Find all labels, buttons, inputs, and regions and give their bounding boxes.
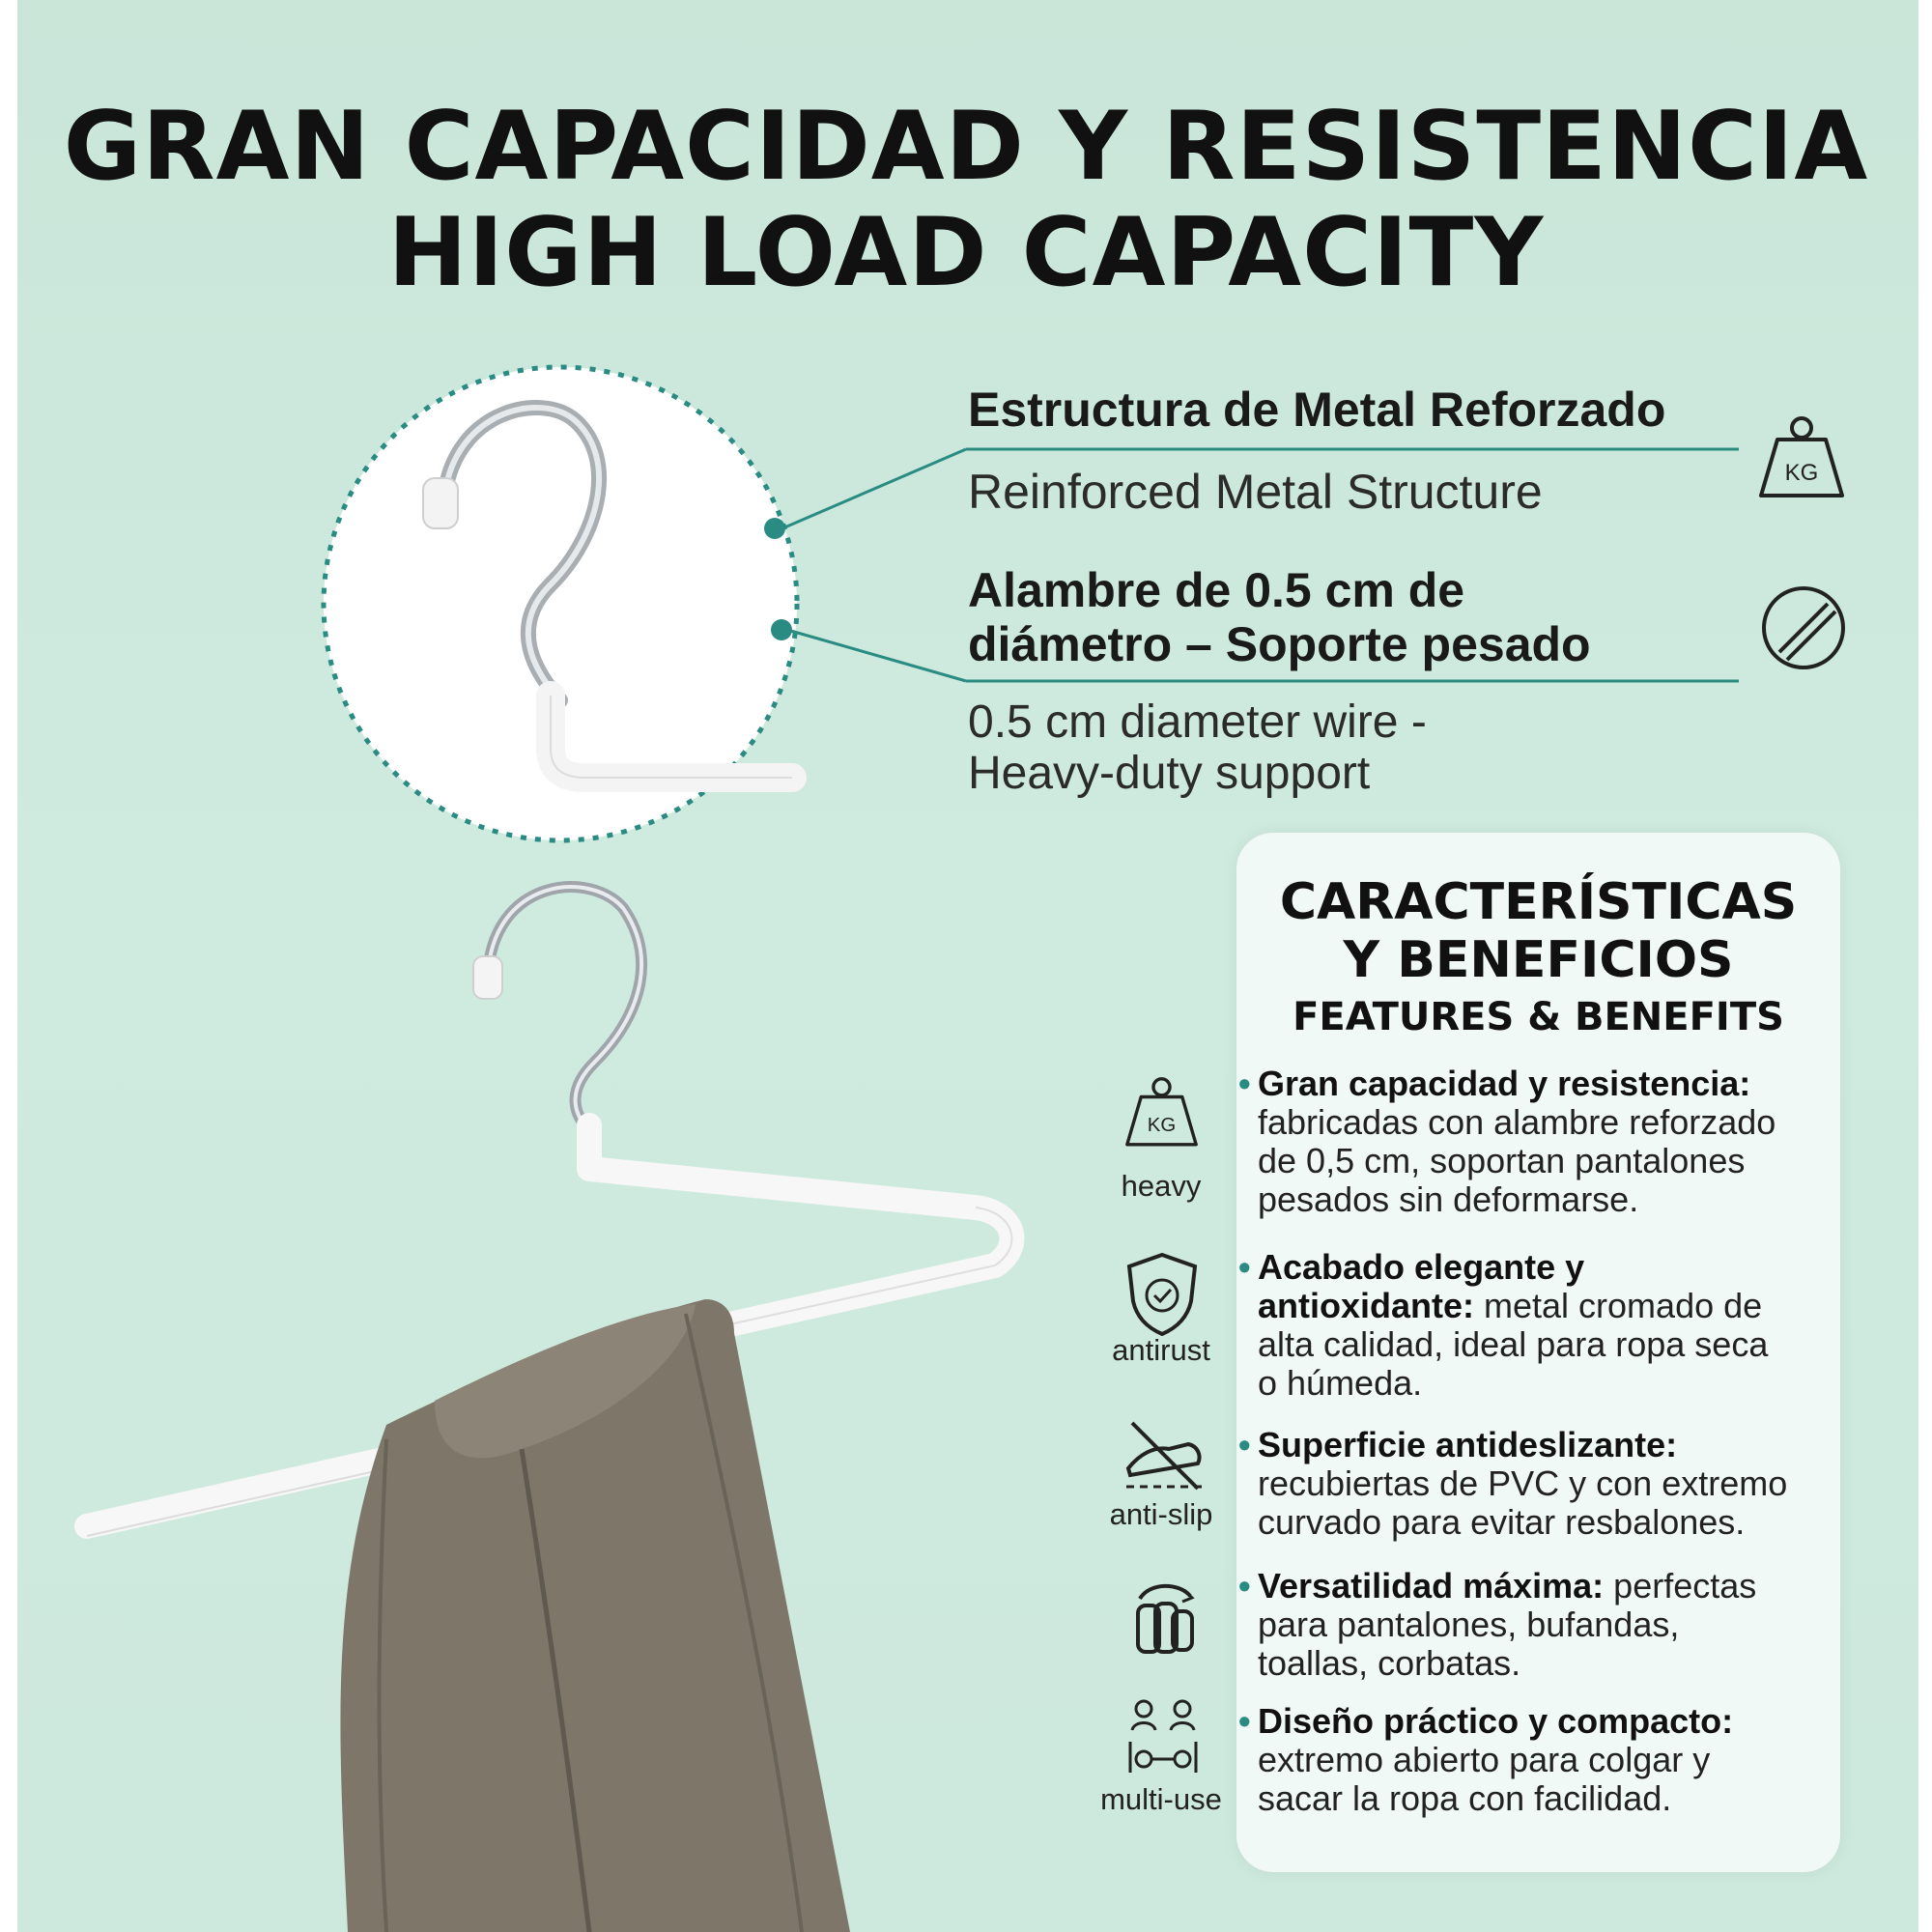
bullet-dot: • — [1238, 1247, 1251, 1287]
feature-item — [1238, 1064, 1828, 1219]
kg-label: KG — [1784, 460, 1819, 486]
side-label-heavy: heavy — [1121, 1169, 1202, 1203]
feature-text: recubiertas de PVC y con extremo — [1258, 1463, 1788, 1503]
feature-label: Gran capacidad y resistencia: — [1258, 1064, 1751, 1103]
feature-label: antioxidante: — [1258, 1286, 1475, 1325]
feature-text: fabricadas con alambre reforzado — [1258, 1102, 1776, 1142]
panel-heading-line2: Y BENEFICIOS — [1343, 931, 1734, 989]
feature-text: pesados sin deformarse. — [1258, 1179, 1639, 1219]
kg-label: KG — [1147, 1115, 1177, 1137]
feature-item — [1238, 1566, 1828, 1683]
feature-text: extremo abierto para colgar y — [1258, 1740, 1711, 1779]
callout-2-subtitle-line1: 0.5 cm diameter wire - — [968, 696, 1427, 748]
feature-label: Diseño práctico y compacto: — [1258, 1701, 1734, 1741]
features-panel — [1236, 833, 1840, 1872]
feature-item — [1238, 1247, 1828, 1403]
feature-text: alta calidad, ideal para ropa seca — [1258, 1324, 1769, 1364]
feature-label: Acabado elegante y — [1258, 1247, 1585, 1287]
feature-text: para pantalones, bufandas, — [1258, 1605, 1680, 1644]
side-label-antirust: antirust — [1112, 1333, 1210, 1367]
feature-label: Versatilidad máxima: — [1258, 1566, 1605, 1605]
multi-use-icon — [1122, 1695, 1205, 1777]
kg-weight-icon — [1121, 1072, 1203, 1154]
side-label-anti-slip: anti-slip — [1109, 1497, 1213, 1531]
feature-item — [1238, 1425, 1828, 1542]
hanger-with-trousers-illustration — [68, 860, 1063, 1932]
panel-subheading: FEATURES & BENEFITS — [1293, 995, 1784, 1039]
callout-1-title: Estructura de Metal Reforzado — [968, 383, 1666, 437]
feature-text: o húmeda. — [1258, 1363, 1423, 1403]
bullet-dot: • — [1238, 1701, 1251, 1741]
clothes-icon — [1121, 1575, 1208, 1662]
hook-zoom-illustration — [309, 353, 811, 855]
no-slip-shoe-icon — [1121, 1415, 1208, 1497]
bullet-dot: • — [1238, 1425, 1251, 1464]
feature-text: de 0,5 cm, soportan pantalones — [1258, 1141, 1746, 1180]
feature-text: perfectas — [1604, 1566, 1757, 1605]
callout-2-title-line2: diámetro – Soporte pesado — [968, 617, 1591, 671]
feature-text: sacar la ropa con facilidad. — [1258, 1778, 1672, 1818]
bullet-dot: • — [1238, 1064, 1251, 1103]
diameter-icon — [1758, 582, 1850, 674]
feature-text: metal cromado de — [1474, 1286, 1763, 1325]
feature-item — [1238, 1701, 1828, 1818]
side-label-multi-use: multi-use — [1100, 1782, 1222, 1816]
callout-2-subtitle-line2: Heavy-duty support — [968, 748, 1371, 799]
panel-heading-line1: CARACTERÍSTICAS — [1279, 873, 1798, 931]
kg-weight-icon — [1753, 411, 1850, 507]
feature-text: toallas, corbatas. — [1258, 1643, 1521, 1683]
callout-1-subtitle: Reinforced Metal Structure — [968, 465, 1543, 519]
feature-label: Superficie antideslizante: — [1258, 1425, 1678, 1464]
shield-check-icon — [1123, 1251, 1201, 1338]
title-spanish: GRAN CAPACIDAD Y RESISTENCIA — [63, 92, 1869, 202]
callout-2-title-line1: Alambre de 0.5 cm de — [968, 563, 1465, 617]
title-english: HIGH LOAD CAPACITY — [387, 198, 1545, 308]
bullet-dot: • — [1238, 1566, 1251, 1605]
feature-text: curvado para evitar resbalones. — [1258, 1502, 1746, 1542]
